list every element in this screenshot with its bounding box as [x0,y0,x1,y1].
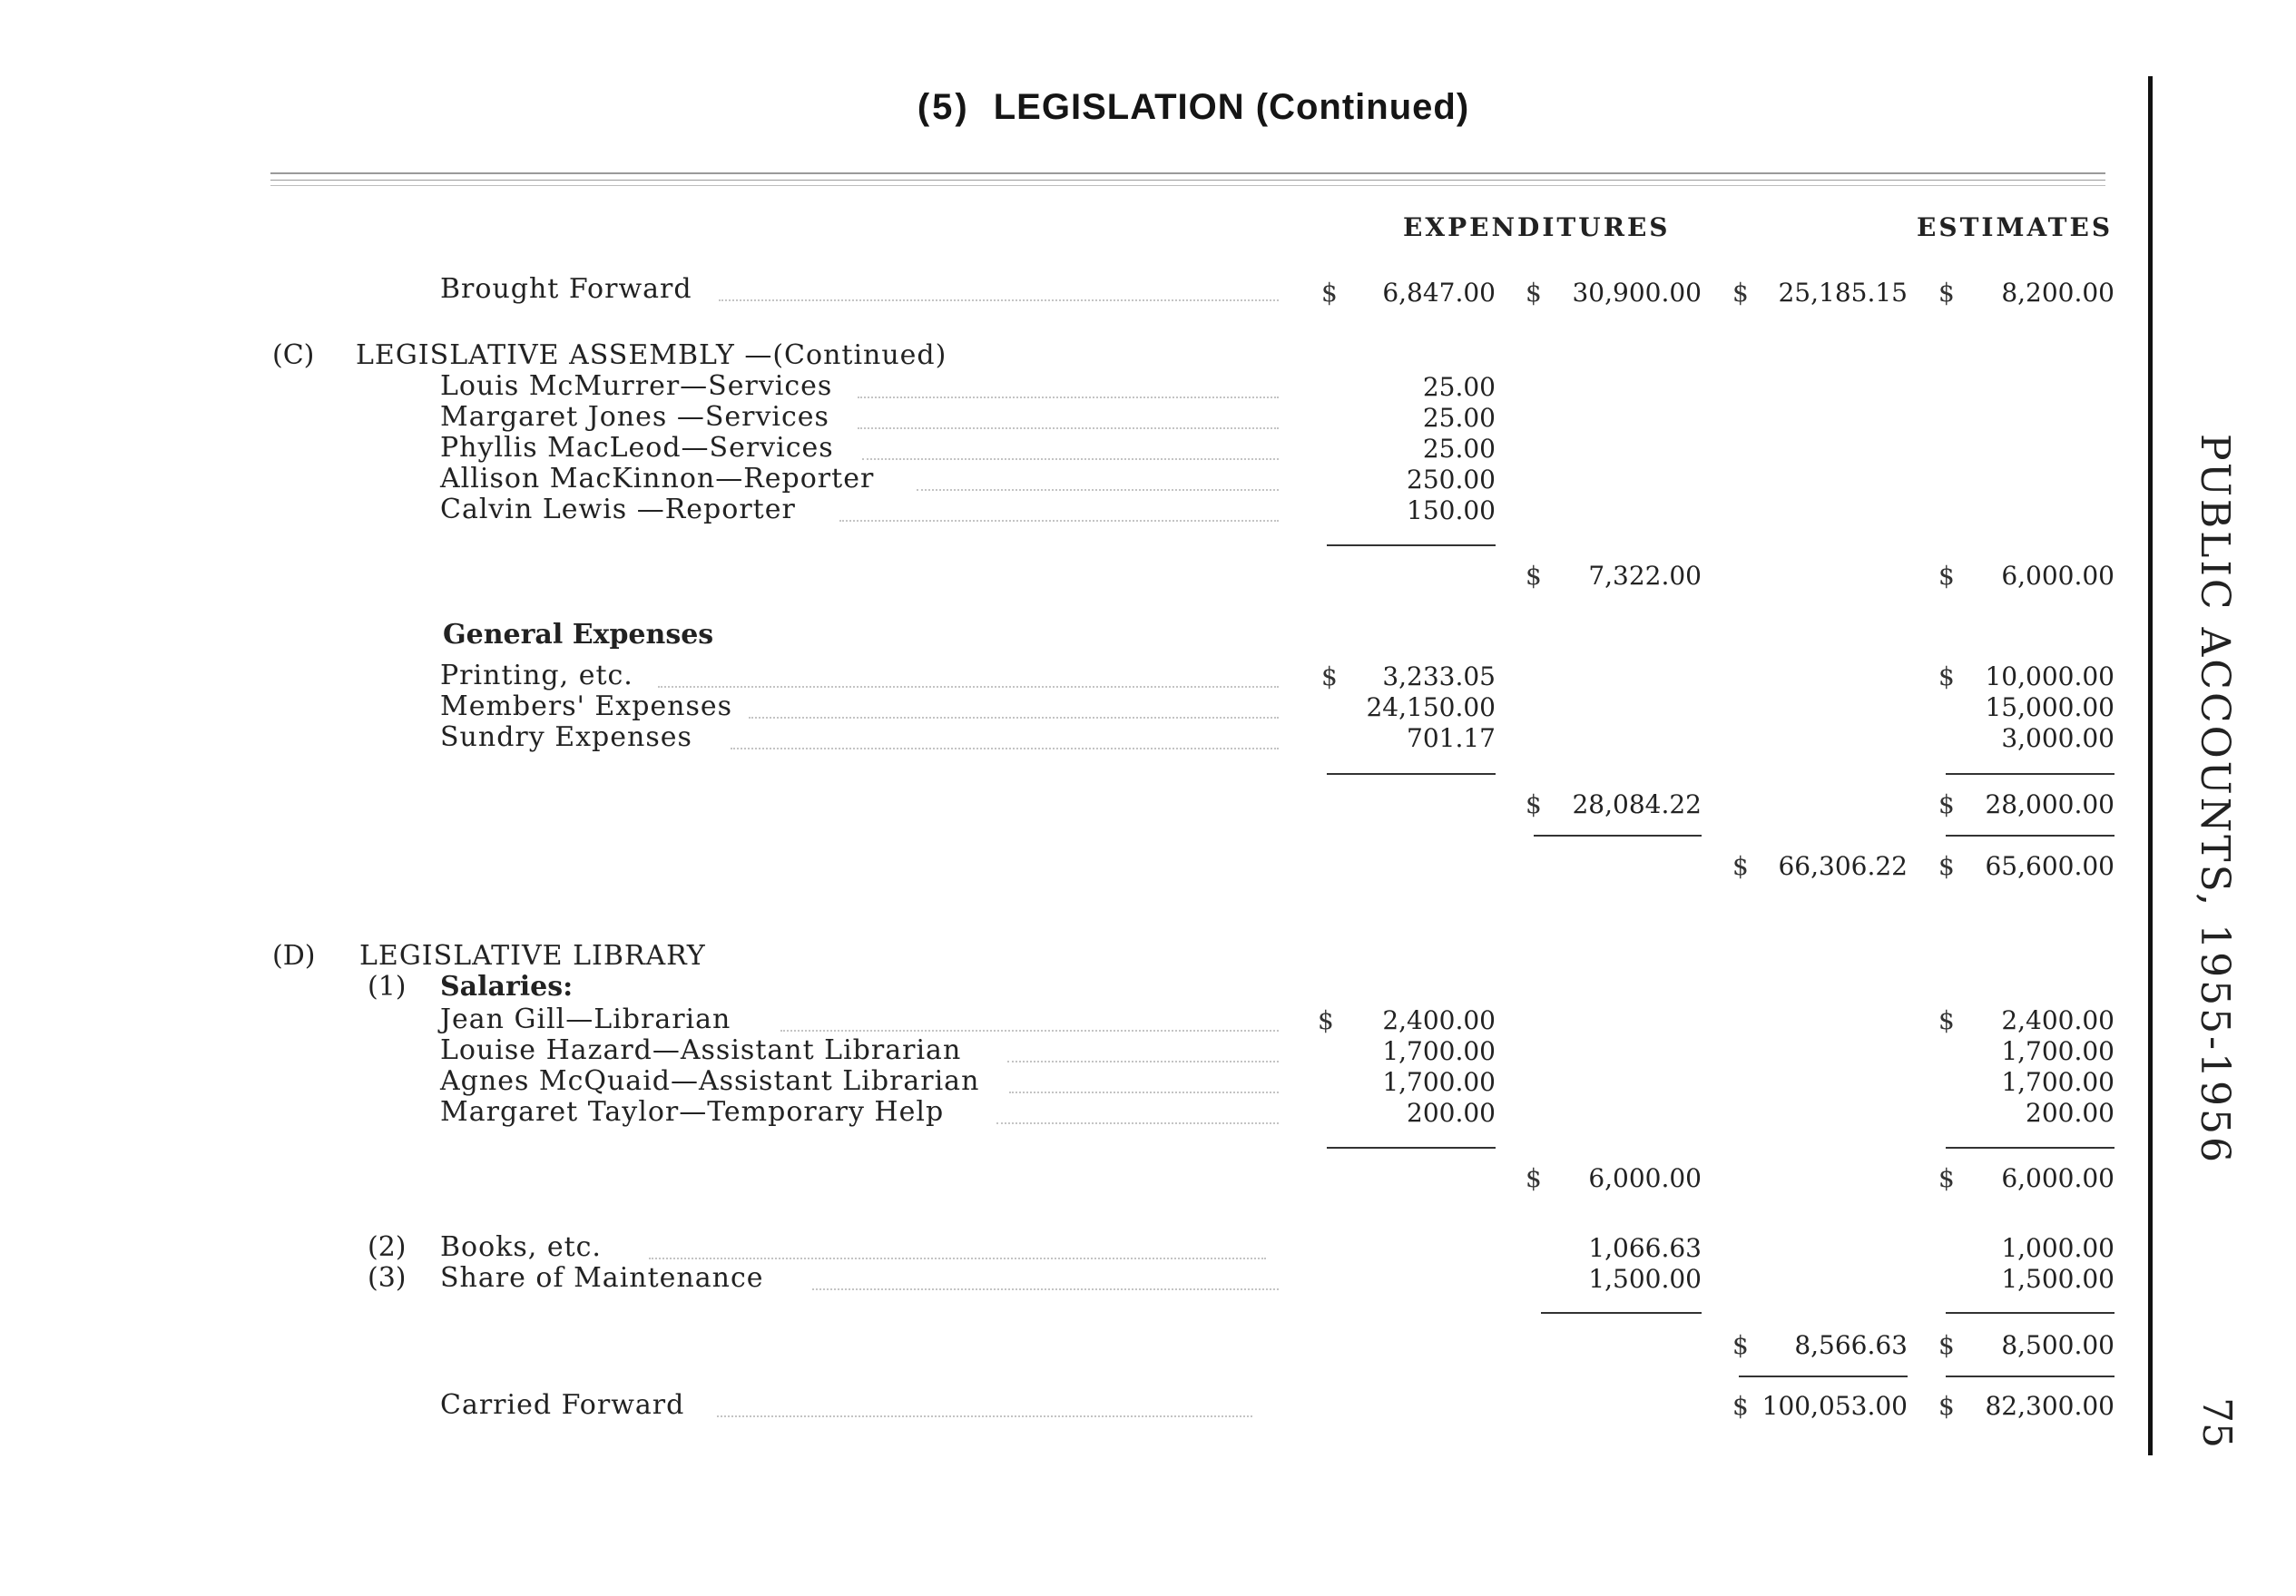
leader-dots [862,458,1279,460]
salaries-heading: Salaries: [440,971,574,1003]
subtotal-rule [1541,1312,1702,1314]
dollar-sign: $ [1938,661,1955,691]
dollar-sign: $ [1321,278,1338,308]
salaries-row-amount: 1,700.00 [1382,1067,1496,1097]
leader-dots [649,1258,1266,1259]
section-c-row-amount: 25.00 [1422,372,1496,402]
total-rule [1946,1376,2114,1377]
general-expenses-subtotal-estimate: 28,000.00 [1985,789,2114,819]
leader-dots [1007,1061,1279,1062]
dollar-sign: $ [1526,278,1542,308]
leader-dots [858,397,1279,398]
dollar-sign: $ [1732,1391,1749,1421]
dollar-sign: $ [1732,278,1749,308]
dollar-sign: $ [1938,1330,1955,1360]
leader-dots [658,686,1279,688]
leader-dots [996,1122,1279,1124]
total-rule [1946,835,2114,837]
leader-dots [917,489,1279,491]
other-item-label: Books, etc. [440,1231,602,1263]
carried-forward-expenditure: 100,053.00 [1761,1391,1908,1421]
other-item-expenditure: 1,500.00 [1588,1264,1702,1294]
leader-dots [719,299,1279,301]
section-c-title: LEGISLATIVE ASSEMBLY —(Continued) [356,339,947,371]
dollar-sign: $ [1938,278,1955,308]
header-rule [270,172,2105,174]
salaries-row-estimate: 1,700.00 [2001,1067,2114,1097]
page-title [0,87,2296,128]
carried-forward-estimate: 82,300.00 [1985,1391,2114,1421]
section-c-subtotal-expenditure: 7,322.00 [1588,561,1702,591]
subtotal-rule [1327,773,1496,775]
dollar-sign: $ [1938,1163,1955,1193]
leader-dots [1009,1092,1279,1093]
general-expenses-row-label: Sundry Expenses [440,721,692,753]
general-expenses-row-amount: 24,150.00 [1366,692,1496,722]
subtotal-rule [1946,773,2114,775]
total-rule [1534,835,1702,837]
brought-forward-col4: 8,200.00 [2001,278,2114,308]
general-expenses-row-estimate: 10,000.00 [1985,661,2114,691]
dollar-sign: $ [1526,561,1542,591]
general-expenses-row-estimate: 3,000.00 [2001,723,2114,753]
general-expenses-row-estimate: 15,000.00 [1985,692,2114,722]
leader-dots [717,1415,1252,1417]
page-number [2153,1397,2240,1470]
section-number: (5) [917,87,970,127]
column-header-expenditures: EXPENDITURES [1403,212,1671,242]
dollar-sign: $ [1938,1005,1955,1035]
section-c-total-estimate: 65,600.00 [1985,851,2114,881]
section-c-row-label: Louis McMurrer—Services [440,370,833,402]
dollar-sign: $ [1938,1391,1955,1421]
section-c-total-expenditure: 66,306.22 [1778,851,1908,881]
leader-dots [858,427,1279,429]
dollar-sign: $ [1321,661,1338,691]
salaries-subtotal-expenditure: 6,000.00 [1588,1163,1702,1193]
other-item-expenditure: 1,066.63 [1588,1233,1702,1263]
section-c-letter: (C) [272,339,315,371]
section-d-total-expenditure: 8,566.63 [1794,1330,1908,1360]
header-rule-faint [270,185,2105,186]
brought-forward-col3: 25,185.15 [1778,278,1908,308]
dollar-sign: $ [1526,1163,1542,1193]
section-d-total-estimate: 8,500.00 [2001,1330,2114,1360]
section-d-letter: (D) [272,940,316,972]
running-title [2151,434,2238,1165]
section-c-row-label: Margaret Jones —Services [440,401,829,433]
section-d-title: LEGISLATIVE LIBRARY [359,940,706,972]
column-header-estimates: ESTIMATES [1917,212,2114,242]
section-c-row-amount: 25.00 [1422,434,1496,464]
section-title: LEGISLATION (Continued) [993,87,1470,127]
dollar-sign: $ [1732,1330,1749,1360]
subtotal-rule [1327,544,1496,546]
brought-forward-label: Brought Forward [440,273,692,305]
general-expenses-row-label: Printing, etc. [440,660,633,691]
general-expenses-subtotal-expenditure: 28,084.22 [1572,789,1702,819]
subtotal-rule [1946,1312,2114,1314]
running-title-text: PUBLIC ACCOUNTS, 1955-1956 [2192,434,2238,1165]
salaries-row-label: Margaret Taylor—Temporary Help [440,1096,945,1128]
dollar-sign: $ [1318,1005,1334,1035]
general-expenses-row-amount: 701.17 [1407,723,1496,753]
section-c-subtotal-estimate: 6,000.00 [2001,561,2114,591]
salaries-row-amount: 200.00 [1407,1098,1496,1128]
leader-dots [780,1030,1279,1032]
brought-forward-col2: 30,900.00 [1572,278,1702,308]
salaries-row-amount: 1,700.00 [1382,1036,1496,1066]
salaries-number: (1) [368,971,407,1003]
header-rule-thin [270,180,2105,181]
dollar-sign: $ [1526,789,1542,819]
general-expenses-row-amount: 3,233.05 [1382,661,1496,691]
dollar-sign: $ [1732,851,1749,881]
other-item-estimate: 1,000.00 [2001,1233,2114,1263]
other-item-estimate: 1,500.00 [2001,1264,2114,1294]
dollar-sign: $ [1938,789,1955,819]
section-c-row-amount: 25.00 [1422,403,1496,433]
section-c-row-label: Phyllis MacLeod—Services [440,432,834,464]
salaries-subtotal-estimate: 6,000.00 [2001,1163,2114,1193]
leader-dots [731,748,1279,749]
dollar-sign: $ [1938,561,1955,591]
general-expenses-heading: General Expenses [443,619,714,651]
salaries-row-label: Agnes McQuaid—Assistant Librarian [440,1065,980,1097]
section-c-row-amount: 150.00 [1407,495,1496,525]
other-item-number: (3) [368,1262,407,1294]
leader-dots [749,717,1279,719]
carried-forward-label: Carried Forward [440,1389,685,1421]
total-rule [1739,1376,1908,1377]
leader-dots [812,1288,1279,1290]
salaries-row-label: Jean Gill—Librarian [440,1004,731,1035]
subtotal-rule [1327,1147,1496,1149]
subtotal-rule [1946,1147,2114,1149]
salaries-row-estimate: 200.00 [2026,1098,2114,1128]
dollar-sign: $ [1938,851,1955,881]
other-item-label: Share of Maintenance [440,1262,764,1294]
section-c-row-label: Calvin Lewis —Reporter [440,494,796,525]
general-expenses-row-label: Members' Expenses [440,690,733,722]
salaries-row-estimate: 1,700.00 [2001,1036,2114,1066]
salaries-row-amount: 2,400.00 [1382,1005,1496,1035]
brought-forward-col1: 6,847.00 [1382,278,1496,308]
page-number-text: 75 [2193,1397,2240,1448]
leader-dots [839,520,1279,522]
other-item-number: (2) [368,1231,407,1263]
salaries-row-estimate: 2,400.00 [2001,1005,2114,1035]
section-c-row-amount: 250.00 [1407,465,1496,494]
section-c-row-label: Allison MacKinnon—Reporter [440,463,875,494]
salaries-row-label: Louise Hazard—Assistant Librarian [440,1034,962,1066]
